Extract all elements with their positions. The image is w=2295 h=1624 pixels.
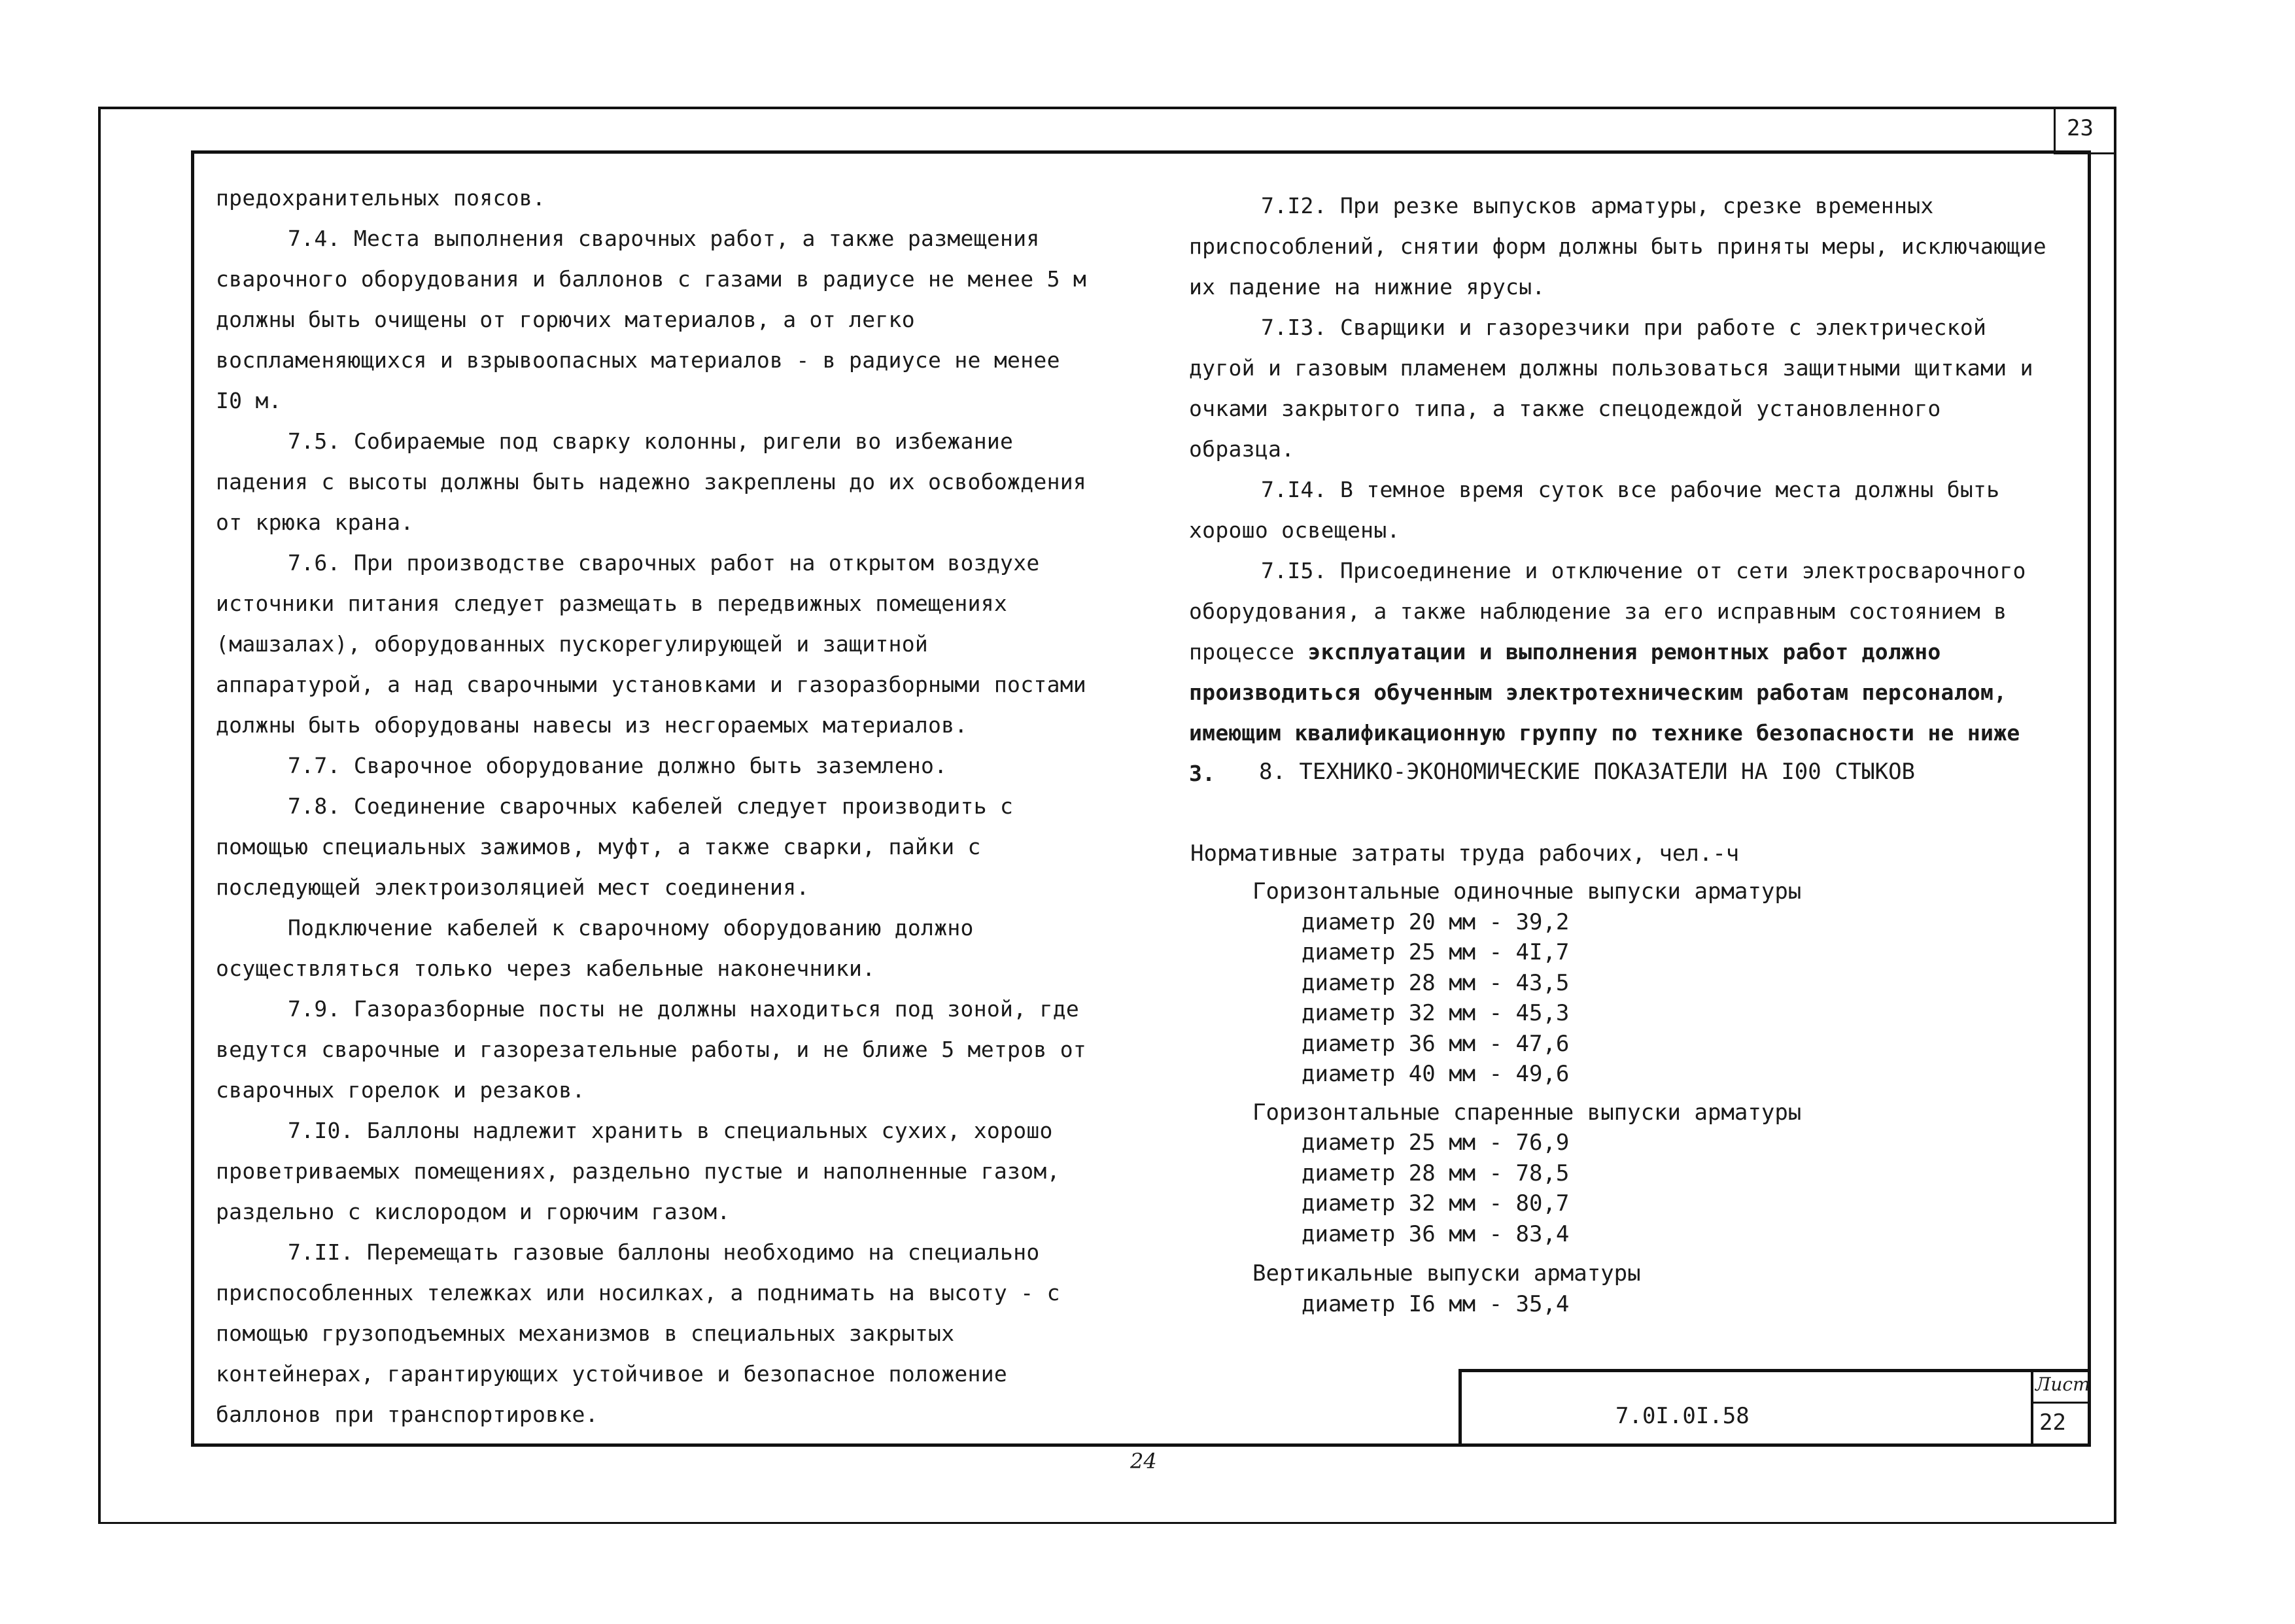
outer-frame-bottom	[98, 1522, 2116, 1524]
inner-frame-top	[191, 150, 2091, 154]
list-item: диаметр 36 мм - 47,6	[1302, 1030, 1570, 1057]
inner-frame-bottom	[191, 1443, 2091, 1447]
sheet-label: Лист	[2035, 1373, 2090, 1395]
handwritten-page-number: 24	[1130, 1449, 1157, 1474]
list-item: диаметр 36 мм - 83,4	[1302, 1220, 1570, 1247]
stamp-left	[1458, 1369, 1462, 1445]
stamp-sheet-line	[2031, 1402, 2090, 1404]
paragraph-7-15-start: 7.I5. Присоединение и отключение от сети электросварочного оборудования, а также наблюдение за его исправным состоянием в процессе	[1189, 558, 2026, 665]
page-number-box-left	[2054, 107, 2056, 154]
paragraph-7-13: 7.I3. Сварщики и газорезчики при работе с электрической дугой и газовым пламенем должны пользоваться защитными щитками и очками закрытого типа, а также спецодеждой установленного образца.	[1189, 315, 2033, 462]
list-item: диаметр 28 мм - 78,5	[1302, 1160, 1570, 1186]
left-column	[216, 178, 1096, 1435]
document-code: 7.0I.0I.58	[1615, 1403, 1750, 1429]
group2-title: Горизонтальные спаренные выпуски арматуры	[1252, 1099, 1802, 1126]
paragraph-7-11: 7.II. Перемещать газовые баллоны необходимо на специально приспособленных тележках или носилках, а поднимать на высоту - с помощью грузоподъемных механизмов в специальных закрытых контейнерах, гарантирующих устойчивое и безопасное положение баллонов при транспортировке.	[216, 1239, 1060, 1427]
list-item: диаметр 25 мм - 4I,7	[1302, 939, 1570, 965]
section-8-title: 8. ТЕХНИКО-ЭКОНОМИЧЕСКИЕ ПОКАЗАТЕЛИ НА I00 СТЫКОВ	[1259, 759, 1916, 785]
paragraph-cables: Подключение кабелей к сварочному оборудованию должно осуществляться только через кабельные наконечники.	[216, 915, 974, 981]
list-item: диаметр 25 мм - 76,9	[1302, 1130, 1570, 1156]
stamp-top	[1458, 1369, 2090, 1372]
outer-frame-right	[2114, 107, 2116, 1524]
list-item: диаметр 28 мм - 43,5	[1302, 969, 1570, 996]
norm-list	[1190, 876, 1801, 1319]
page-number-top: 23	[2067, 115, 2094, 141]
outer-frame-left	[98, 107, 101, 1524]
paragraph-7-7: 7.7. Сварочное оборудование должно быть заземлено.	[288, 753, 948, 778]
list-item: диаметр I6 мм - 35,4	[1302, 1290, 1570, 1317]
list-item: диаметр 32 мм - 45,3	[1302, 1000, 1570, 1026]
norm-intro: Нормативные затраты труда рабочих, чел.-ч	[1190, 840, 1740, 867]
paragraph-7-15	[1189, 551, 2059, 794]
group3-title: Вертикальные выпуски арматуры	[1252, 1260, 1641, 1287]
right-column	[1189, 186, 2059, 794]
paragraph-7-10: 7.I0. Баллоны надлежит хранить в специальных сухих, хорошо проветриваемых помещениях, раздельно пустые и наполненные газом, раздельно с кислородом и горючим газом.	[216, 1118, 1060, 1224]
list-item: диаметр 40 мм - 49,6	[1302, 1061, 1570, 1087]
paragraph-7-8: 7.8. Соединение сварочных кабелей следует производить с помощью специальных зажимов, муфт, а также сварки, пайки с последующей электроизоляцией мест соединения.	[216, 793, 1014, 900]
outer-frame-top	[98, 107, 2116, 109]
paragraph-7-9: 7.9. Газоразборные посты не должны находиться под зоной, где ведутся сварочные и газорезательные работы, и не ближе 5 метров от сварочных горелок и резаков.	[216, 996, 1087, 1103]
inner-frame-right	[2088, 150, 2091, 1447]
paragraph: предохранительных поясов.	[216, 185, 546, 211]
stamp-sheet-divider	[2031, 1369, 2033, 1445]
sheet-number: 22	[2039, 1409, 2066, 1436]
inner-frame-left	[191, 150, 194, 1447]
list-item: диаметр 32 мм - 80,7	[1302, 1190, 1570, 1217]
paragraph-7-15-bold: эксплуатации и выполнения ремонтных работ должно производиться обученным электротехническим работам персоналом, имеющим квалификационную группу по технике безопасности не ниже 3.	[1189, 639, 2020, 786]
list-item: диаметр 20 мм - 39,2	[1302, 908, 1570, 935]
group1-title: Горизонтальные одиночные выпуски арматуры	[1252, 878, 1802, 905]
paragraph-7-12: 7.I2. При резке выпусков арматуры, срезке временных приспособлений, снятии форм должны быть приняты меры, исключающие их падение на нижние ярусы.	[1189, 193, 2046, 300]
paragraph-7-14: 7.I4. В темное время суток все рабочие места должны быть хорошо освещены.	[1189, 477, 2000, 543]
paragraph-7-4: 7.4. Места выполнения сварочных работ, а также размещения сварочного оборудования и баллонов с газами в радиусе не менее 5 м должны быть очищены от горючих материалов, а от легко воспламеняющихся и взрывоопасных материалов - в радиусе не менее I0 м.	[216, 226, 1087, 413]
paragraph-7-5: 7.5. Собираемые под сварку колонны, ригели во избежание падения с высоты должны быть надежно закреплены до их освобождения от крюка крана.	[216, 428, 1087, 535]
paragraph-7-6: 7.6. При производстве сварочных работ на открытом воздухе источники питания следует размещать в передвижных помещениях (машзалах), оборудованных пускорегулирующей и защитной аппаратурой, а над сварочными установками и газоразборными постами должны быть оборудованы навесы из несгораемых материалов.	[216, 550, 1087, 738]
